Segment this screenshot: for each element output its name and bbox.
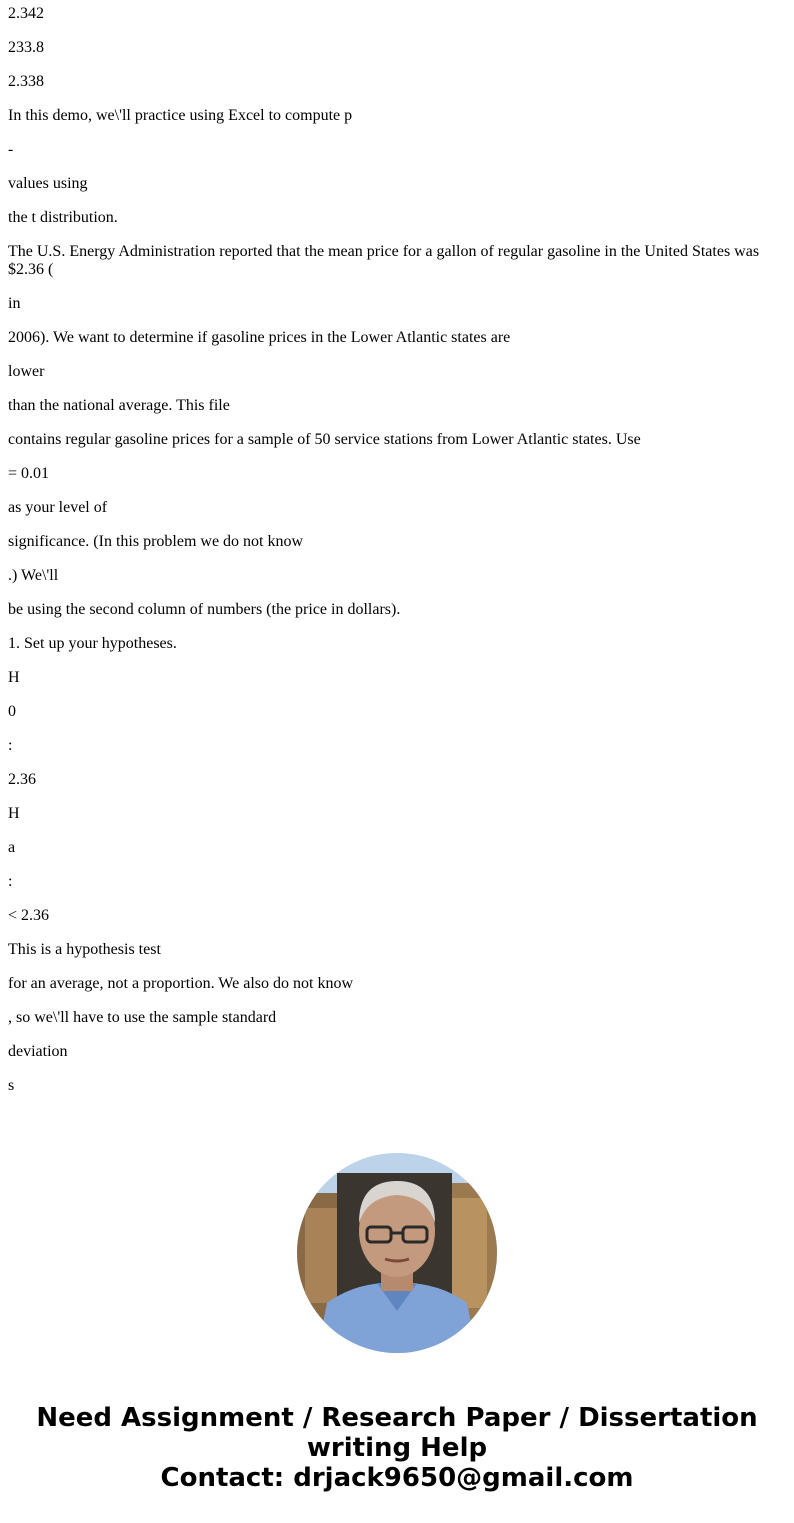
author-avatar — [297, 1153, 497, 1353]
text-line: 2.338 — [8, 73, 44, 90]
text-line: lower — [8, 363, 45, 380]
text-line: 2.36 — [8, 771, 36, 788]
text-line: , so we\'ll have to use the sample standard — [8, 1009, 277, 1026]
text-line: H — [8, 805, 20, 822]
text-line: than the national average. This file — [8, 397, 230, 414]
text-line: 233.8 — [8, 39, 44, 56]
text-line: The U.S. Energy Administration reported that the mean price for a gallon of regular gasoline in the United States was $2.36 ( — [8, 243, 760, 278]
text-line: as your level of — [8, 499, 108, 516]
text-line: the t distribution. — [8, 209, 118, 226]
text-line: - — [8, 141, 14, 158]
text-line: 0 — [8, 703, 16, 720]
text-line: This is a hypothesis test — [8, 941, 161, 958]
text-line: : — [8, 737, 13, 754]
text-line: deviation — [8, 1043, 68, 1060]
text-line: be using the second column of numbers (the price in dollars). — [8, 601, 401, 618]
text-line: .) We\'ll — [8, 567, 59, 584]
text-line: : — [8, 873, 13, 890]
promo-banner — [0, 1403, 794, 1493]
document-body — [8, 0, 786, 1095]
text-line: significance. (In this problem we do not know — [8, 533, 304, 550]
text-line: contains regular gasoline prices for a sample of 50 service stations from Lower Atlantic states. Use — [8, 431, 641, 448]
text-line: a — [8, 839, 16, 856]
promo-line-2: writing Help — [306, 1433, 488, 1463]
text-line: for an average, not a proportion. We also do not know — [8, 975, 353, 992]
text-line: s — [8, 1077, 15, 1094]
text-line: in — [8, 295, 21, 312]
portrait-image — [297, 1153, 497, 1353]
text-line: = 0.01 — [8, 465, 50, 482]
promo-contact: Contact: drjack9650@gmail.com — [160, 1463, 634, 1493]
promo-line-1: Need Assignment / Research Paper / Dissertation — [36, 1403, 758, 1433]
text-line: 2.342 — [8, 5, 44, 22]
text-line: < 2.36 — [8, 907, 50, 924]
text-line: 2006). We want to determine if gasoline prices in the Lower Atlantic states are — [8, 329, 511, 346]
text-line: In this demo, we\'ll practice using Excel to compute p — [8, 107, 353, 124]
text-line: H — [8, 669, 20, 686]
text-line: 1. Set up your hypotheses. — [8, 635, 177, 652]
text-line: values using — [8, 175, 88, 192]
